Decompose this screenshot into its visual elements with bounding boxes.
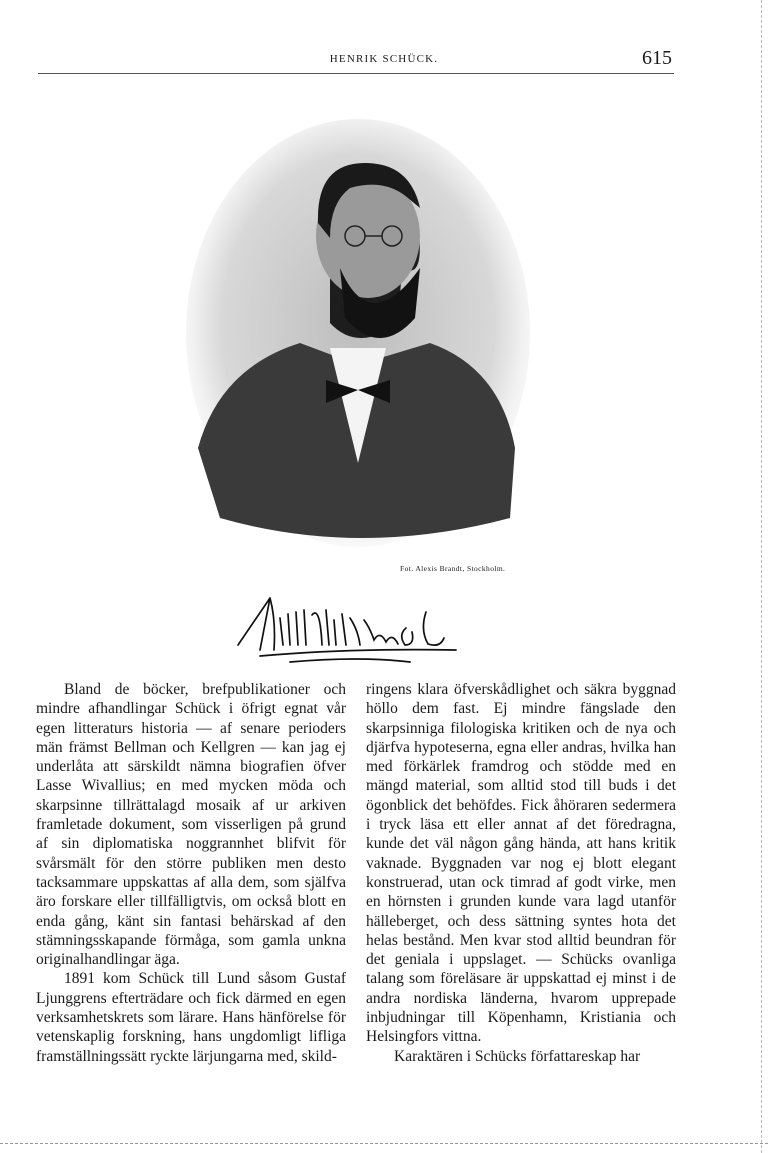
running-head: HENRIK SCHÜCK. — [329, 53, 439, 65]
header-rule — [38, 73, 674, 74]
page-number: 615 — [642, 47, 672, 69]
paragraph: 1891 kom Schück till Lund såsom Gustaf Ljunggrens efterträdare och fick därmed en egen verksamhetskrets som lärare. Hans hänförelse för vetenskaplig forskning, hans ungdomligt lifliga framställningssätt ryckte lärjungarna med, skild- — [36, 970, 346, 1065]
scan-edge-right — [761, 0, 762, 1153]
paragraph: Bland de böcker, brefpublikationer och mindre afhandlingar Schück i öfrigt egnat vår egen litteraturs historia — af senare perioders män främst Bellman och Kellgren — kan jag ej underlåta att särskildt nämna biografien öfver Lasse Wivallius; en med mycken möda och skarpsinne tillrättalagd mosaik af ur arkiven framletade dokument, som visserligen på grund af sin diplomatiska noggrannhet blifvit för svårsmält för den större publiken men desto tacksammare uppskattas af alla dem, som själfva äro forskare eller tillfälligtvis, om också blott en enda gång, känt sin fantasi behärskad af den stämningsskapande förmåga, som gamla unkna originalhandlingar äga. — [36, 681, 346, 969]
signature — [230, 590, 480, 670]
portrait-photo — [180, 118, 540, 558]
photo-credit: Fot. Alexis Brandt, Stockholm. — [400, 564, 506, 573]
text-column-right — [366, 680, 676, 1066]
text-column-left — [36, 680, 346, 1066]
scan-edge-bottom — [0, 1143, 768, 1144]
paragraph: Karaktären i Schücks författareskap har — [394, 1047, 641, 1065]
paragraph: ringens klara öfverskådlighet och säkra byggnad höllo dem fast. Ej mindre fängslade den skarpsinniga filologiska kritiken och de nya och djärfva hypoteserna, egna eller andras, hvilka han med förkärlek framdrog och stödde med en mängd material, som alltid stod till buds i det ögonblick det behöfdes. Fick åhöraren sedermera i tryck läsa ett eller annat af det föredragna, kunde det väl någon gång hända, att hans kritik vaknade. Byggnaden var nog ej blott elegant konstruerad, utan ock timrad af godt virke, men en hörnsten i grunden kunde vara lagd utanför hälleberget, och dess sättning syntes hota det helas bestånd. Men kvar stod alltid beundran för det geniala i uppslaget. — Schücks ovanliga talang som föreläsare är uppskattad ej minst i de andra nordiska länderna, hvarom upprepade inbjudningar till Köpenhamn, Kristiania och Helsingfors vittna. — [366, 681, 676, 1046]
